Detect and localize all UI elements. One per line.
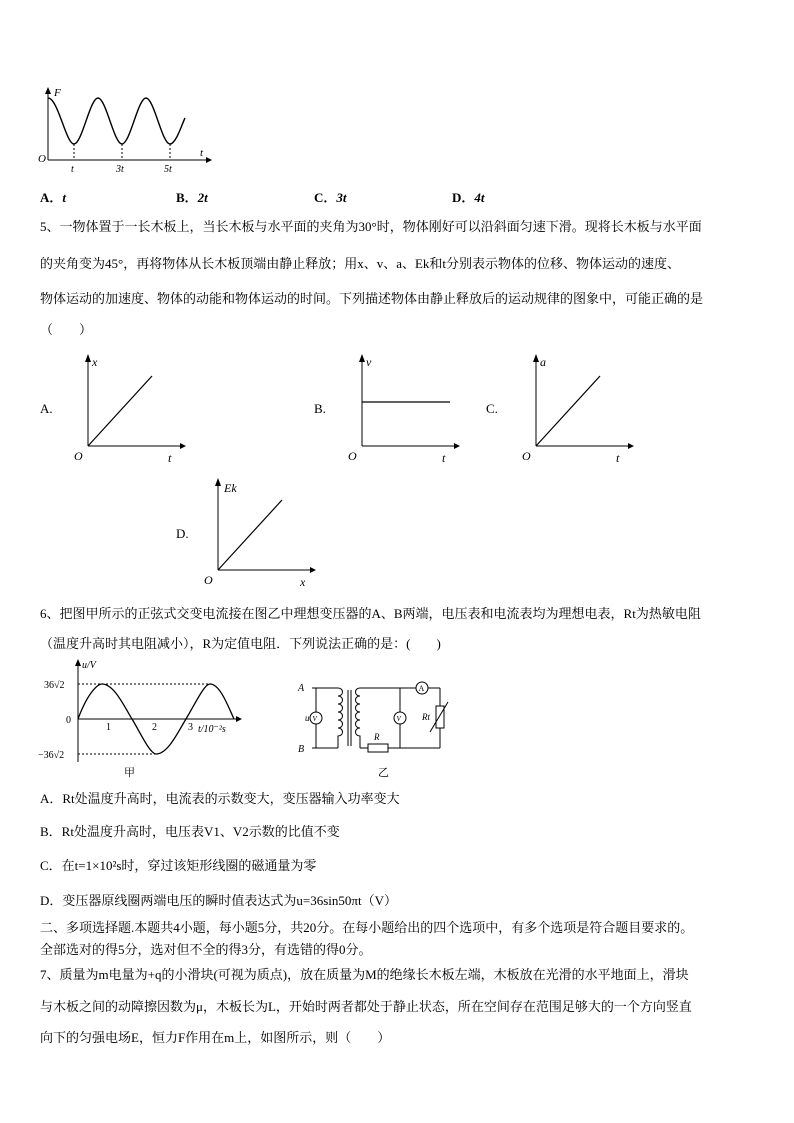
- q4-origin: O: [38, 153, 46, 165]
- q5-c-origin: O: [522, 449, 531, 463]
- q5-d-origin: O: [204, 573, 213, 587]
- section2-instruction-line-2: 全部选对的得5分，选对但不全的得3分，有选错的得0分。: [40, 942, 372, 957]
- q5-graph-d: [200, 474, 320, 590]
- q6-fig-yi-circuit: [292, 676, 452, 780]
- jia-ylabel: u/V: [82, 660, 96, 671]
- q5-c-xlabel: t: [616, 451, 620, 465]
- jia-tick-2: 2: [152, 722, 157, 733]
- q6-fig-jia-voltage-graph: [36, 658, 246, 778]
- yi-R: R: [374, 732, 380, 742]
- q5-option-d[interactable]: D.: [176, 526, 189, 541]
- yi-caption: 乙: [378, 767, 389, 779]
- q5-stem-line-2: 的夹角变为45°，再将物体从长木板顶端由静止释放；用x、v、a、Ek和t分别表示物体的位移、物体运动的速度、: [40, 256, 681, 271]
- option-text: t: [62, 190, 67, 205]
- q5-graph-b: [344, 350, 464, 466]
- yi-Rt: Rt: [422, 712, 430, 722]
- q4-xlabel: t: [200, 147, 204, 159]
- option-letter: A．: [40, 190, 63, 205]
- q5-a-xlabel: t: [168, 451, 172, 465]
- q6-option-c[interactable]: C．在t=1×10²s时，穿过该矩形线圈的磁通量为零: [40, 858, 317, 873]
- q5-stem-line-4: （ ）: [40, 322, 93, 337]
- q5-b-origin: O: [348, 449, 357, 463]
- jia-bottom: −36√2: [38, 750, 65, 761]
- section2-instruction-line-1: 二、多项选择题.本题共4小题，每小题5分，共20分。在每小题给出的四个选项中，有多个选项是符合题目要求的。: [40, 920, 694, 935]
- q7-stem-line-3: 向下的匀强电场E，恒力F作用在m上，如图所示，则（ ）: [40, 1030, 391, 1045]
- jia-caption: 甲: [124, 767, 135, 778]
- q5-b-xlabel: t: [442, 451, 446, 465]
- q5-c-ylabel: a: [540, 355, 546, 369]
- jia-xlabel: t/10⁻²s: [198, 724, 226, 735]
- q6-stem-line-2: （温度升高时其电阻减小），R为定值电阻．下列说法正确的是：( ): [40, 636, 441, 651]
- jia-tick-1: 1: [106, 722, 111, 733]
- q4-option-b[interactable]: [176, 187, 208, 206]
- q5-b-ylabel: v: [366, 355, 372, 369]
- yi-v1: V: [312, 715, 317, 723]
- q5-option-b[interactable]: B.: [314, 401, 326, 416]
- option-text: 2t: [197, 190, 208, 205]
- jia-top: 36√2: [44, 680, 65, 691]
- q5-stem-line-3: 物体运动的加速度、物体的动能和物体运动的时间。下列描述物体由静止释放后的运动规律的图象中，可能正确的是: [40, 291, 704, 306]
- q7-stem-line-1: 7、质量为m电量为+q的小滑块(可视为质点)，放在质量为M的绝缘长木板左端，木板放在光滑的水平地面上，滑块: [40, 967, 689, 982]
- jia-tick-3: 3: [188, 722, 193, 733]
- option-text: 4t: [474, 190, 485, 205]
- option-letter: B．: [176, 190, 198, 205]
- yi-ammeter: A: [418, 684, 425, 693]
- yi-v2: V: [396, 715, 401, 723]
- q5-a-ylabel: x: [92, 355, 98, 369]
- q5-option-a[interactable]: A.: [40, 401, 53, 416]
- jia-zero: 0: [66, 715, 71, 726]
- q5-option-c[interactable]: C.: [486, 401, 498, 416]
- q4-tick-1: t: [71, 164, 74, 175]
- q4-option-a[interactable]: [40, 187, 66, 206]
- q4-force-graph: [36, 84, 216, 180]
- option-text: 3t: [336, 190, 347, 205]
- q4-option-d[interactable]: [452, 187, 485, 206]
- q5-d-ylabel: Ek: [224, 481, 237, 495]
- q7-stem-line-2: 与木板之间的动障擦因数为μ，木板长为L，开始时两者都处于静止状态，所在空间存在范围足够大的一个方向竖直: [40, 999, 692, 1014]
- q5-graph-c: [518, 350, 638, 466]
- q5-stem-line-1: 5、一物体置于一长木板上，当长木板与水平面的夹角为30°时，物体刚好可以沿斜面匀速下滑。现将长木板与水平面: [40, 219, 702, 234]
- q6-stem-line-1: 6、把图甲所示的正弦式交变电流接在图乙中理想变压器的A、B两端，电压表和电流表均为理想电表，Rt为热敏电阻: [40, 606, 701, 621]
- q5-a-origin: O: [74, 449, 83, 463]
- q6-option-b[interactable]: B．Rt处温度升高时，电压表V1、V2示数的比值不变: [40, 824, 340, 839]
- q4-tick-2: 3t: [116, 164, 124, 175]
- q6-option-d[interactable]: D．变压器原线圈两端电压的瞬时值表达式为u=36sin50πt（V）: [40, 893, 397, 908]
- q4-tick-3: 5t: [164, 164, 172, 175]
- q4-option-c[interactable]: [314, 187, 347, 206]
- option-letter: C．: [314, 190, 337, 205]
- q4-ylabel: F: [54, 87, 61, 99]
- q6-option-a[interactable]: A．Rt处温度升高时，电流表的示数变大，变压器输入功率变大: [40, 791, 400, 806]
- yi-u: u: [305, 713, 310, 723]
- option-letter: D．: [452, 190, 475, 205]
- q5-graph-a: [70, 350, 190, 466]
- yi-B: B: [298, 744, 305, 755]
- yi-A: A: [298, 683, 305, 694]
- q5-d-xlabel: x: [300, 575, 306, 589]
